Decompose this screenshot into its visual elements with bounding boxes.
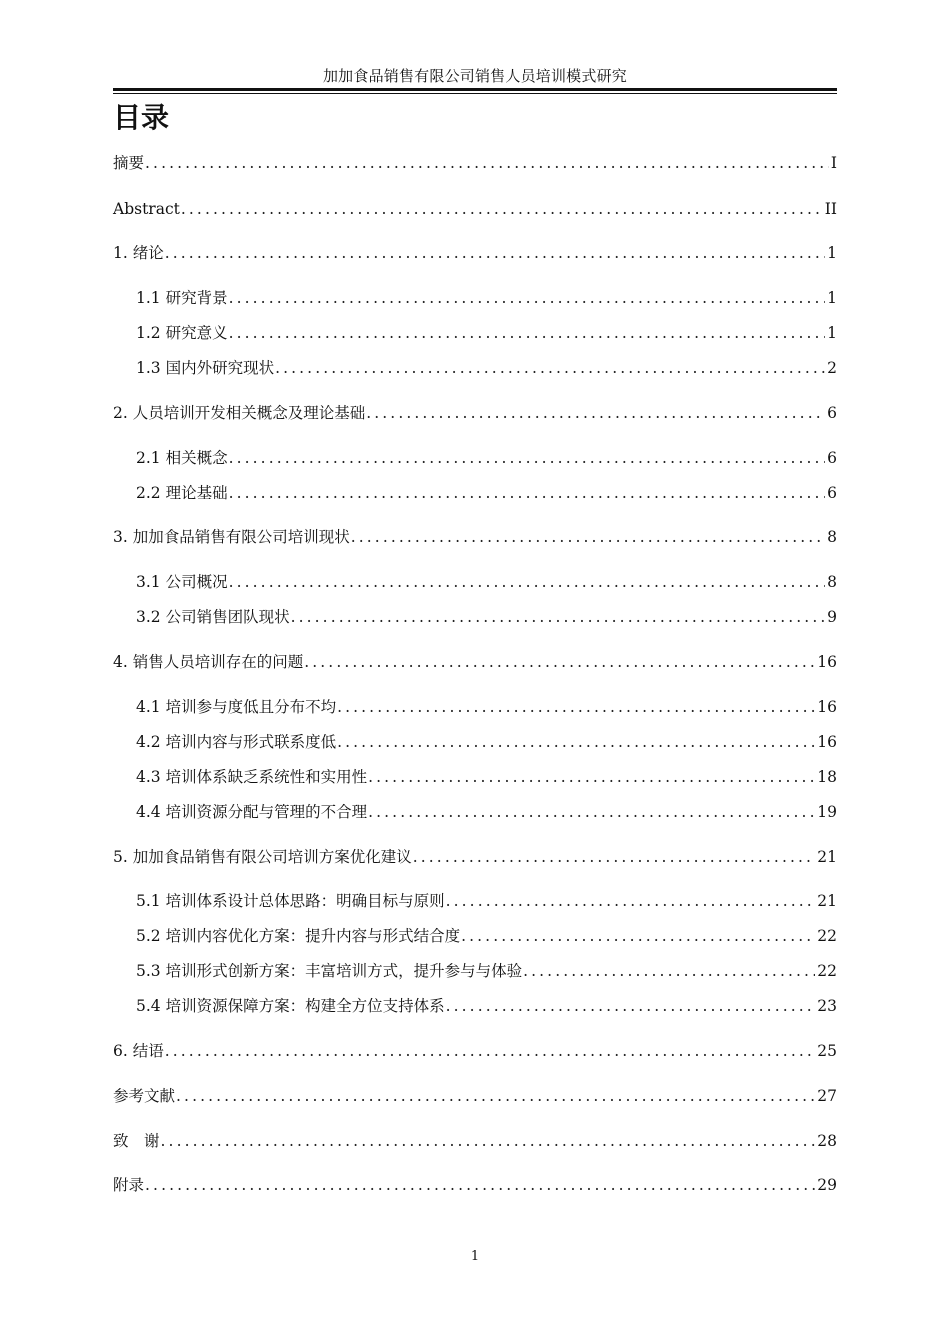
dot-leader [165,241,825,265]
toc-entry-page: 16 [817,698,837,716]
toc-entry-label: 2.1 相关概念 [136,449,228,467]
toc-entry[interactable] [136,446,837,470]
toc-entry[interactable] [113,1039,837,1063]
toc-entry[interactable] [136,730,837,754]
toc-entry[interactable] [136,994,837,1018]
dot-leader [337,730,815,754]
toc-entry-page: 18 [817,768,837,786]
toc-entry-page: 6 [827,484,837,502]
toc-entry[interactable] [136,765,837,789]
toc-entry-page: 27 [817,1087,837,1105]
toc-entry-page: 22 [817,962,837,980]
toc-entry[interactable] [113,525,837,549]
toc-entry-page: 1 [827,244,837,262]
toc-entry-page: 21 [817,892,837,910]
toc-entry-label: 5.4 培训资源保障方案：构建全方位支持体系 [136,997,445,1015]
toc-entry-page: 29 [817,1176,837,1194]
toc-entry-label: 4.3 培训体系缺乏系统性和实用性 [136,768,368,786]
dot-leader [304,650,815,674]
toc-entry-label: 3.1 公司概况 [136,573,228,591]
dot-leader [523,959,815,983]
toc-entry-label: 3.2 公司销售团队现状 [136,608,290,626]
dot-leader [229,446,826,470]
toc-entry-label: 1.3 国内外研究现状 [136,359,275,377]
toc-entry-label: 2. 人员培训开发相关概念及理论基础 [113,404,366,422]
toc-entry-label: 摘要 [113,154,145,172]
toc-entry[interactable] [113,401,837,425]
toc-entry-page: 1 [827,324,837,342]
dot-leader [229,570,826,594]
dot-leader [181,197,823,221]
dot-leader [275,356,825,380]
toc-entry-label: 5.2 培训内容优化方案：提升内容与形式结合度 [136,927,461,945]
toc-entry-label: 1.2 研究意义 [136,324,228,342]
toc-entry-label: 参考文献 [113,1087,176,1105]
toc-entry-label: 2.2 理论基础 [136,484,228,502]
toc-entry[interactable] [113,151,837,175]
toc-entry[interactable] [113,650,837,674]
toc-entry[interactable] [136,959,837,983]
toc-entry-label: Abstract [113,200,180,218]
dot-leader [337,695,815,719]
dot-leader [366,401,825,425]
toc-entry-label: 5.3 培训形式创新方案：丰富培训方式，提升参与与体验 [136,962,523,980]
toc-entry[interactable] [113,845,837,869]
toc-entry-page: 22 [817,927,837,945]
dot-leader [446,889,816,913]
toc-entry-label: 4. 销售人员培训存在的问题 [113,653,304,671]
dot-leader [145,1173,815,1197]
dot-leader [291,605,826,629]
toc-entry-label: 附录 [113,1176,145,1194]
toc-entry-page: 23 [817,997,837,1015]
toc-entry-label: 4.2 培训内容与形式联系度低 [136,733,337,751]
toc-entry[interactable] [136,695,837,719]
dot-leader [446,994,816,1018]
toc-entry-page: 16 [817,733,837,751]
toc-entry[interactable] [136,889,837,913]
dot-leader [413,845,816,869]
table-of-contents [113,0,837,1300]
toc-title: 目录 [113,101,170,134]
toc-entry-page: 2 [827,359,837,377]
toc-entry-page: 21 [817,848,837,866]
toc-entry-label: 5.1 培训体系设计总体思路：明确目标与原则 [136,892,445,910]
toc-entry[interactable] [136,286,837,310]
dot-leader [351,525,825,549]
toc-entry[interactable] [136,321,837,345]
toc-entry-label: 4.1 培训参与度低且分布不均 [136,698,337,716]
running-header: 加加食品销售有限公司销售人员培训模式研究 [322,67,627,85]
toc-entry-page: 28 [817,1132,837,1150]
toc-entry-label: 1.1 研究背景 [136,289,228,307]
toc-entry[interactable] [113,197,837,221]
toc-entry-page: II [824,200,837,218]
dot-leader [176,1084,815,1108]
toc-entry[interactable] [113,241,837,265]
toc-entry-page: 16 [817,653,837,671]
dot-leader [368,800,815,824]
dot-leader [368,765,815,789]
toc-entry-label: 3. 加加食品销售有限公司培训现状 [113,528,350,546]
dot-leader [165,1039,816,1063]
toc-entry[interactable] [136,356,837,380]
toc-entry[interactable] [113,1129,837,1153]
toc-entry-label: 6. 结语 [113,1042,164,1060]
dot-leader [229,321,826,345]
toc-entry[interactable] [113,1084,837,1108]
toc-entry[interactable] [136,570,837,594]
page-number: 1 [470,1249,480,1264]
toc-entry-label: 4.4 培训资源分配与管理的不合理 [136,803,368,821]
toc-entry-page: 25 [817,1042,837,1060]
dot-leader [145,151,829,175]
toc-entry[interactable] [136,924,837,948]
toc-entry-page: 8 [827,528,837,546]
dot-leader [229,481,826,505]
toc-entry-label: 1. 绪论 [113,244,164,262]
toc-entry-label: 致 谢 [113,1132,160,1150]
toc-entry[interactable] [136,481,837,505]
toc-entry[interactable] [113,1173,837,1197]
toc-entry-page: 1 [827,289,837,307]
toc-entry-page: 9 [827,608,837,626]
dot-leader [461,924,815,948]
toc-entry-page: 8 [827,573,837,591]
toc-entry-label: 5. 加加食品销售有限公司培训方案优化建议 [113,848,412,866]
toc-entry-page: 6 [827,404,837,422]
toc-entry-page: I [830,154,837,172]
dot-leader [161,1129,816,1153]
toc-entry[interactable] [136,800,837,824]
toc-entry-page: 6 [827,449,837,467]
dot-leader [229,286,826,310]
toc-entry-page: 19 [817,803,837,821]
toc-entry[interactable] [136,605,837,629]
